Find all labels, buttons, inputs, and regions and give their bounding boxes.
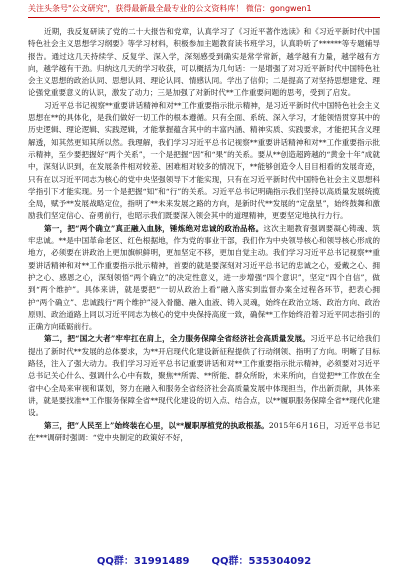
paragraph-rest: 习近平总书记给我们提出了新时代**发展的总体要求，为**开启现代化建设新征程提供了行动纲领、指明了方向。明晰了目标路径，注入了强大动力。我们学习习近平总书记重要讲话和对**工作重要指示批示精神，必须要对习近平总书记关心什么、强调什么心中有数，聚焦**所需、**所能、群众所盼，未来所向，自觉把**工作放在全省中心全局来审视和谋划，努力在融入和服务全省经济社会高质量发展中体现担当，作出新贡献，具体来讲，就是要找准**工作服务保障全省**现代化建设的切入点、结合点，以**履职服务保障全省**现代化建设。 [28, 334, 380, 418]
top-banner [0, 0, 408, 22]
paragraph-rest: 这次主题教育强调要凝心铸魂、筑牢忠诚。**是中国革命老区、红色根据地，作为党的事业干部，我们作为中央领导核心和领导核心形成的地方，必须要在讲政治上更加旗帜鲜明，更加坚定不移，更加自觉主动。我们学习习近平总书记视察**重要讲话精神和对**工作重要指示批示精神，首要的就是要深刻对习近平总书记的忠诚之心，爱戴之心、拥护之心、感恩之心，深刻领悟“两个确立”的决定性意义，进一步增强“四个意识”，坚定“四个自信”，做到“两个维护”。具体来讲，就是要把“一切从政治上看”融入落实到监督办案全过程各环节，把表心拥护“两个确立”、忠诚践行“两个维护”浸入骨髓、融入血液、铸入灵魂，始终在政治立场、政治方向、政治原则、政治道路上同以习近平同志为核心的党中央保持高度一致，确保**工作始终沿着习近平同志指引的正确方向砥砺前行。 [28, 223, 380, 332]
paragraph-3 [28, 223, 380, 334]
paragraph-lead: 第三，把“人民至上”始终装在心里，以**履职厚植党的执政根基。 [44, 420, 269, 430]
paragraph-1: 近期，我反复研读了党的二十大报告和党章，认真学习了《习近平著作选读》和《习近平新时代中国特色社会主义思想学习纲要》等学习材料，积极参加主题教育读书班学习，认真聆听了******等专题辅导报告。通过这几天持续学、反复学、深入学，深刻感受到确实是常学常新，越学越有力量，越学越有方向，越学越有干劲。归纳这几天的学习收获，可以概括为几句话：一是增强了对习近平新时代中国特色社会主义思想的政治认同、思想认同、理论认同、情感认同。学出了信仰；二是提高了对坚持思想建党、理论强党重要意义的认识，激发了动力；三是加强了对新时代**工作重要问题的思考，受到了启发。 [28, 27, 380, 98]
paragraph-lead: 第一，把“两个确立”真正融入血脉，锤炼绝对忠诚的政治品格。 [44, 223, 264, 233]
paragraph-2: 习近平总书记视察**重要讲话精神和对**工作重要指示批示精神，是习近平新时代中国特色社会主义思想在**的具体化，是我们做好一切工作的根本遵循。只有全面、系统、深入学习，才能领悟贯穿其中的历史逻辑、理论逻辑、实践逻辑，才能掌握蕴含其中的丰富内涵、精神实质、实践要求，才能把其含义理解透，知其然更知其所以然。我理解，我们学习习近平总书记视察**重要讲话精神和对**工作重要指示批示精神，至少要把握好“两个关系”，一个是把握“因”和“果”的关系。要从**创造超跨越的“黄金十年”成就中，深刻认识到，在发展条件相对较差、困难相对较多的情况下，**能够创造令人目目相看的发展奇迹，只有在以习近平同志为核心的党中央坚强领导下才能实现，只有在习近平新时代中国特色社会主义思想科学指引下才能实现。另一个是把握“知”和“行”的关系。习近平总书记明确指示我们坚持以高质量发展统揽全局，赋予**发展战略定位，指明了**未来发展之路的方向，是新时代**发展的“定盘星”，始终鼓舞和激励我们坚定信心、奋勇前行，也昭示我们既要深入领会其中的道理精神，更要坚定地执行力行。 [28, 100, 380, 221]
footer [0, 550, 408, 572]
qq-label-1: QQ群： [96, 556, 134, 567]
paragraph-lead: 第二，把“国之大者”牢牢扛在肩上，全力服务保障全省经济社会高质量发展。 [44, 334, 311, 344]
qq-label-2: QQ群： [211, 556, 249, 567]
qq-group-row [0, 552, 408, 567]
paragraph-4 [28, 333, 380, 419]
banner-rule [28, 17, 380, 18]
paragraph-5 [28, 420, 380, 445]
qq-group-1: 31991489 [133, 556, 190, 567]
paragraph-rest: 2015年6月16日，习近平总书记在***调研时强调：“党中央制定的政策好不好， [28, 420, 380, 442]
document-body [28, 26, 380, 546]
qq-group-2: 535304092 [248, 556, 312, 567]
banner-text: 关注头条号"公文研究"，获得最新最全最专业的公文资料库！ 微信：gongwen1 [28, 4, 312, 13]
